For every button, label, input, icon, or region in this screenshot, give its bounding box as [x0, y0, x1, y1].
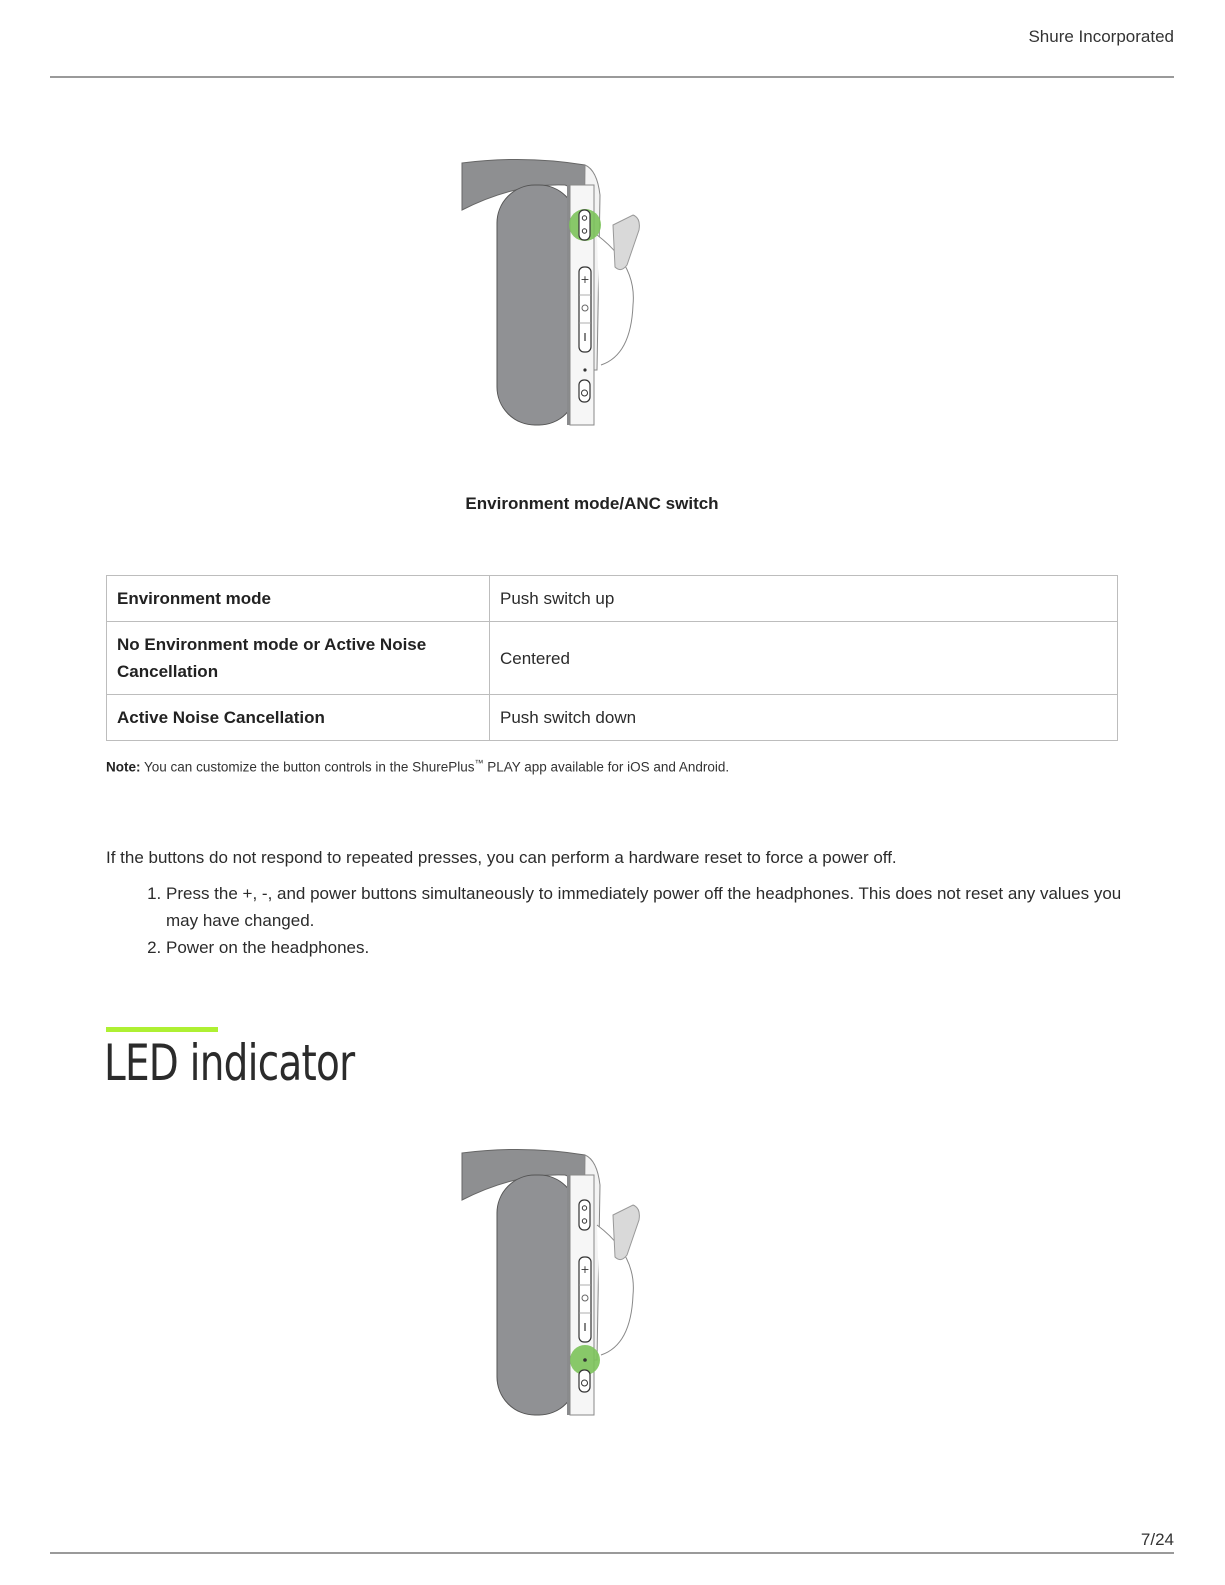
table-row: [107, 622, 1118, 695]
headphone-switch-illustration: [455, 155, 655, 435]
mode-cell: No Environment mode or Active Noise Cancellation: [107, 622, 490, 695]
customization-note: [106, 758, 729, 775]
svg-text:+: +: [580, 1263, 590, 1276]
section-accent-bar: [106, 1027, 218, 1032]
action-cell: Push switch down: [490, 695, 1118, 741]
reset-steps-list: [106, 880, 1156, 961]
svg-text:+: +: [580, 273, 590, 286]
table-row: [107, 695, 1118, 741]
mode-cell: Active Noise Cancellation: [107, 695, 490, 741]
reset-intro: If the buttons do not respond to repeated presses, you can perform a hardware reset to force a power off.: [106, 848, 897, 867]
note-text-before: You can customize the button controls in the ShurePlus: [144, 759, 475, 775]
footer-rule: [50, 1552, 1174, 1554]
action-cell: Centered: [490, 622, 1118, 695]
page-number: 7/24: [1140, 1530, 1174, 1549]
note-label: Note:: [106, 759, 141, 775]
mode-cell: Environment mode: [107, 576, 490, 622]
action-cell: Push switch up: [490, 576, 1118, 622]
figure-caption: Environment mode/ANC switch: [465, 494, 719, 513]
list-item: 1. Press the +, -, and power buttons simultaneously to immediately power off the headphones. This does not reset any values you may have changed.: [166, 880, 1156, 934]
trademark-symbol: ™: [474, 758, 484, 768]
header-company-name: Shure Incorporated: [1028, 27, 1174, 46]
section-title: LED indicator: [104, 1034, 355, 1092]
table-row: [107, 576, 1118, 622]
headphone-switch-figure: [455, 155, 655, 435]
header-rule: [50, 76, 1174, 78]
switch-modes-table: [106, 575, 1118, 741]
list-item: 2. Power on the headphones.: [166, 934, 1156, 961]
headphone-led-illustration: [455, 1145, 655, 1425]
headphone-led-figure: [455, 1145, 655, 1425]
note-text-after: PLAY app available for iOS and Android.: [483, 759, 730, 775]
